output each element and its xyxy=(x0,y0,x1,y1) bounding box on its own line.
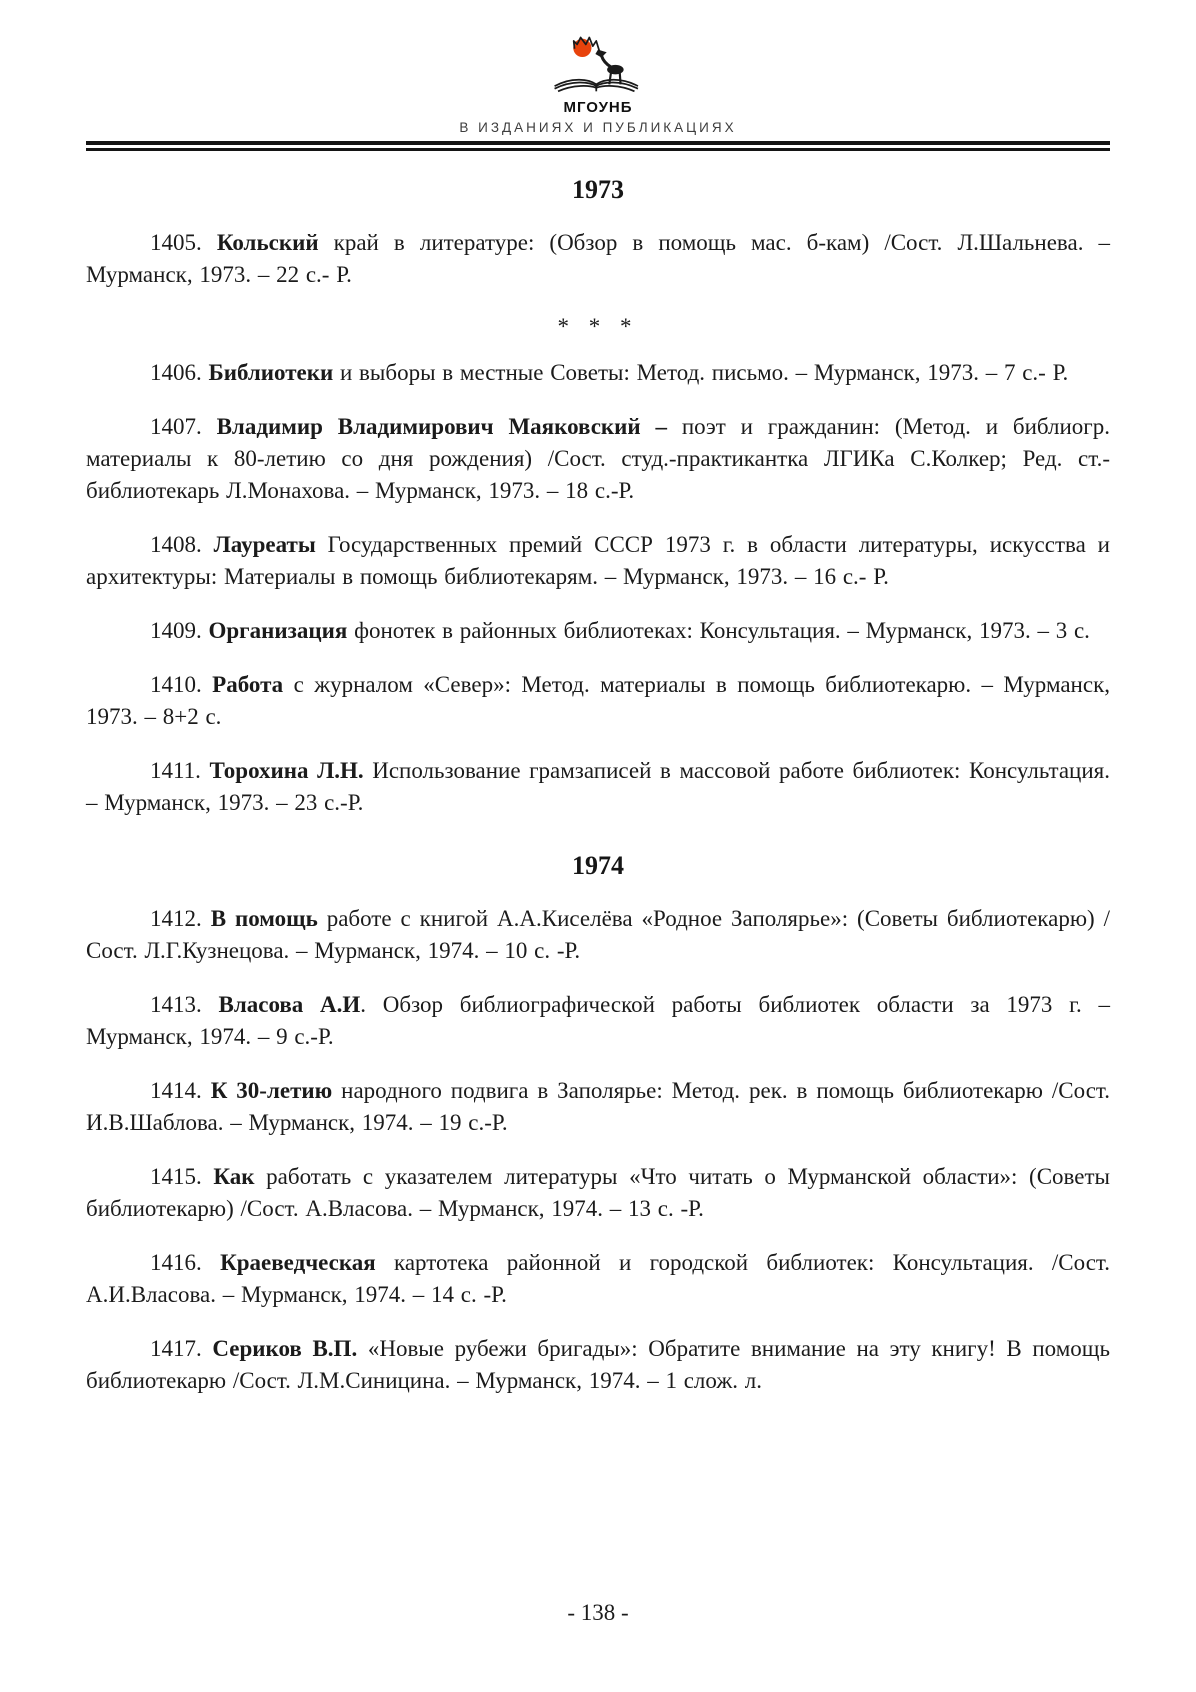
bibliography-entry xyxy=(86,1161,1110,1225)
entry-lead-word: Власова А.И xyxy=(218,992,361,1017)
entry-number: 1405. xyxy=(150,230,202,255)
section-separator: * * * xyxy=(557,314,639,339)
entry-number: 1406. xyxy=(150,360,202,385)
entry-text: поэт и гражданин: (Метод. и библиогр. материалы к 80-летию со дня рождения) /Сост. студ.-практикантка ЛГИКа С.Колкер; Ред. ст.- библиотекарь Л.Монахова. – Мурманск, 1973. – 18 с.-Р. xyxy=(86,414,1110,503)
entry-text: работать с указателем литературы «Что читать о Мурманской области»: (Советы библиотекарю) /Сост. А.Власова. – Мурманск, 1974. – 13 с. -Р. xyxy=(86,1164,1110,1221)
bibliography-entry xyxy=(86,227,1110,291)
bibliography-entry xyxy=(86,989,1110,1053)
entry-text: с журналом «Север»: Метод. материалы в помощь библиотекарю. – Мурманск, 1973. – 8+2 с. xyxy=(86,672,1111,729)
entry-number: 1416. xyxy=(150,1250,202,1275)
entry-text: Государственных премий СССР 1973 г. в области литературы, искусства и архитектуры: Материалы в помощь библиотекарям. – Мурманск, 1973. – 16 с.- Р. xyxy=(86,532,1110,589)
entry-number: 1409. xyxy=(150,618,202,643)
entry-lead-word: Сериков В.П. xyxy=(212,1336,358,1361)
entry-number: 1417. xyxy=(150,1336,202,1361)
bibliography-entry xyxy=(86,903,1110,967)
masthead-subtitle: В ИЗДАНИЯХ И ПУБЛИКАЦИЯХ xyxy=(459,120,737,135)
entry-text: картотека районной и городской библиотек: Консультация. /Сост. А.И.Власова. – Мурманск, 1974. – 14 с. -Р. xyxy=(86,1250,1111,1307)
entry-number: 1415. xyxy=(150,1164,202,1189)
year-section xyxy=(86,851,1110,1397)
entry-text: . Обзор библиографической работы библиотек области за 1973 г. – Мурманск, 1974. – 9 с.-Р. xyxy=(86,992,1110,1049)
entry-text: работе с книгой А.А.Киселёва «Родное Заполярье»: (Советы библиотекарю) /Сост. Л.Г.Кузнецова. – Мурманск, 1974. – 10 с. -Р. xyxy=(86,906,1111,963)
bibliography-entry xyxy=(86,669,1110,733)
bibliography-entry xyxy=(86,755,1110,819)
entry-lead-word: Лауреаты xyxy=(213,532,316,557)
page-header xyxy=(86,34,1110,151)
entry-lead-word: Краеведческая xyxy=(220,1250,376,1275)
logo-sun xyxy=(573,39,591,57)
reindeer-book-logo-icon xyxy=(539,34,657,100)
entry-number: 1407. xyxy=(150,414,202,439)
entry-text: Использование грамзаписей в массовой работе библиотек: Консультация. – Мурманск, 1973. – 23 с.-Р. xyxy=(86,758,1110,815)
year-section xyxy=(86,175,1110,819)
header-double-rule xyxy=(86,141,1110,151)
entry-lead-word: Организация xyxy=(208,618,348,643)
entry-number: 1410. xyxy=(150,672,202,697)
entry-number: 1411. xyxy=(150,758,201,783)
entry-number: 1414. xyxy=(150,1078,202,1103)
bibliography-entry xyxy=(86,529,1110,593)
logo-open-book xyxy=(555,80,638,92)
bibliography-content xyxy=(86,175,1110,1397)
entry-lead-word: Кольский xyxy=(216,230,319,255)
entry-lead-word: Владимир Владимирович Маяковский – xyxy=(216,414,667,439)
entry-lead-word: Библиотеки xyxy=(208,360,334,385)
bibliography-entry xyxy=(86,615,1110,647)
year-heading: 1973 xyxy=(572,175,624,204)
page-number: - 138 - xyxy=(567,1600,629,1625)
entry-lead-word: К 30-летию xyxy=(210,1078,333,1103)
page-footer xyxy=(0,1600,1196,1626)
logo-acronym: МГОУНБ xyxy=(563,99,633,116)
entry-text: край в литературе: (Обзор в помощь мас. б-кам) /Сост. Л.Шальнева. – Мурманск, 1973. – 22 с.- Р. xyxy=(86,230,1111,287)
bibliography-entry xyxy=(86,1075,1110,1139)
entry-text: и выборы в местные Советы: Метод. письмо. – Мурманск, 1973. – 7 с.- Р. xyxy=(333,360,1069,385)
entry-lead-word: Торохина Л.Н. xyxy=(209,758,364,783)
bibliography-entry xyxy=(86,1333,1110,1397)
bibliography-entry xyxy=(86,411,1110,507)
bibliography-entry xyxy=(86,357,1110,389)
entry-lead-word: В помощь xyxy=(210,906,318,931)
entry-text: «Новые рубежи бригады»: Обратите внимание на эту книгу! В помощь библиотекарю /Сост. Л.М.Синицина. – Мурманск, 1974. – 1 слож. л. xyxy=(86,1336,1111,1393)
entry-text: фонотек в районных библиотеках: Консультация. – Мурманск, 1973. – 3 с. xyxy=(347,618,1090,643)
logo-deer-body xyxy=(607,65,624,75)
entry-number: 1408. xyxy=(150,532,202,557)
year-heading: 1974 xyxy=(572,851,624,880)
entry-lead-word: Работа xyxy=(212,672,284,697)
logo-deer-neck xyxy=(601,56,611,67)
bibliography-entry xyxy=(86,1247,1110,1311)
entry-number: 1412. xyxy=(150,906,202,931)
entry-text: народного подвига в Заполярье: Метод. рек. в помощь библиотекарю /Сост. И.В.Шаблова. – Мурманск, 1974. – 19 с.-Р. xyxy=(86,1078,1111,1135)
entry-number: 1413. xyxy=(150,992,202,1017)
entry-lead-word: Как xyxy=(213,1164,255,1189)
